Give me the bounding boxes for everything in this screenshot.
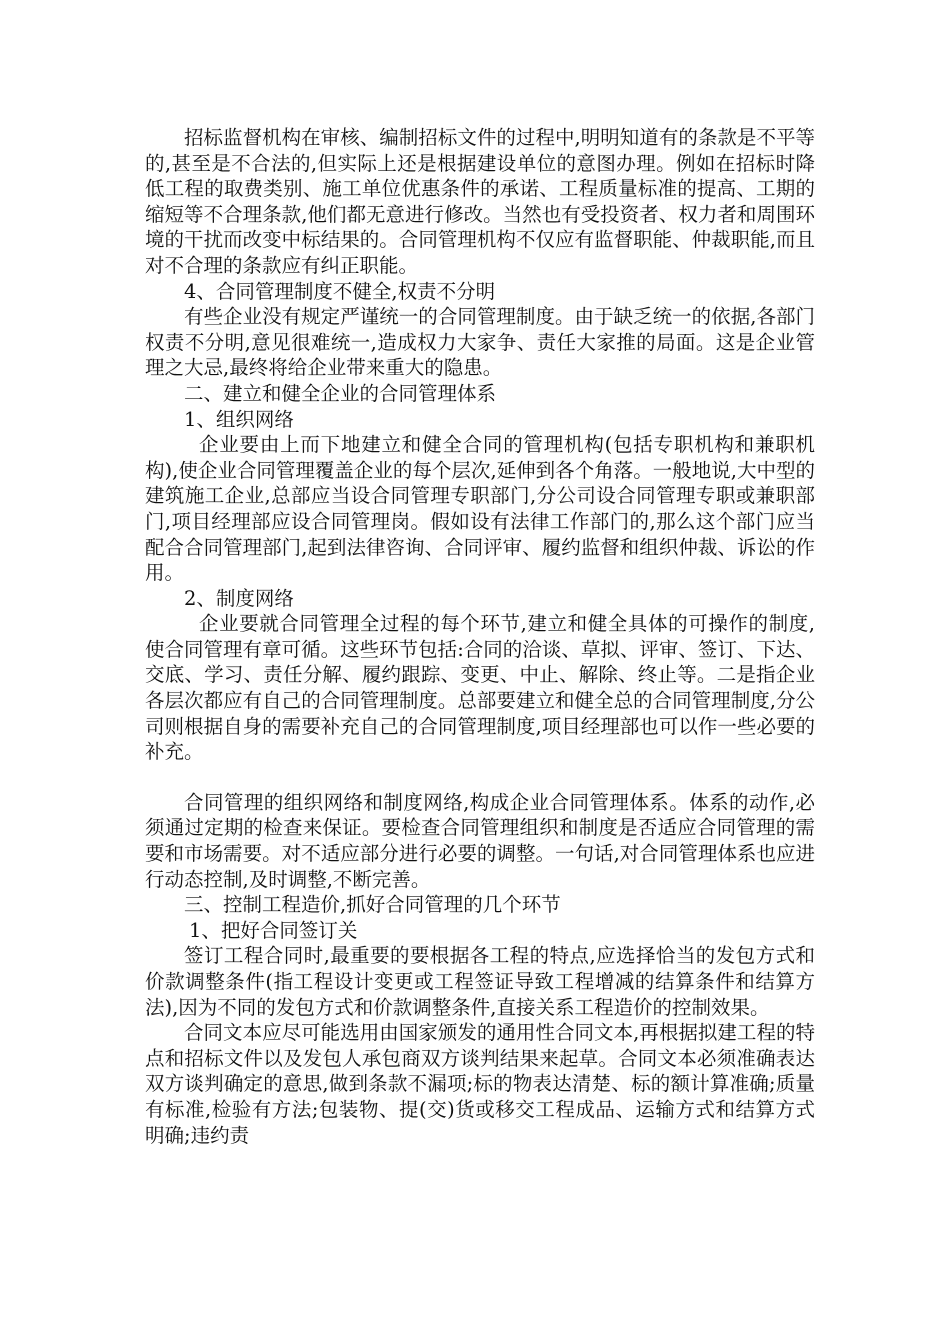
paragraph-no-unified-system: 有些企业没有规定严谨统一的合同管理制度。由于缺乏统一的依据,各部门权责不分明,意见很难统一,造成权力大家争、责任大家推的局面。这是企业管理之大忌,最终将给企业带来重大的隐患。: [145, 305, 815, 380]
paragraph-contract-signing: 签订工程合同时,最重要的要根据各工程的特点,应选择恰当的发包方式和价款调整条件(指工程设计变更或工程签证导致工程增减的结算条件和结算方法),因为不同的发包方式和价款调整条件,直接关系工程造价的控制效果。: [145, 944, 815, 1019]
section-heading-control-cost: 三、控制工程造价,抓好合同管理的几个环节: [184, 893, 561, 917]
paragraph-bidding-supervision: 招标监督机构在审核、编制招标文件的过程中,明明知道有的条款是不平等的,甚至是不合法的,但实际上还是根据建设单位的意图办理。例如在招标时降低工程的取费类别、施工单位优惠条件的承诺、工程质量标准的提高、工期的缩短等不合理条款,他们都无意进行修改。当然也有受投资者、权力者和周围环境的干扰而改变中标结果的。合同管理机构不仅应有监督职能、仲裁职能,而且对不合理的条款应有纠正职能。: [145, 126, 815, 277]
paragraph-contract-text: 合同文本应尽可能选用由国家颁发的通用性合同文本,再根据拟建工程的特点和招标文件以及发包人承包商双方谈判结果来起草。合同文本必须准确表达双方谈判确定的意思,做到条款不漏项;标的物表达清楚、标的额计算准确;质量有标准,检验有方法;包装物、提(交)货或移交工程成品、运输方式和结算方式明确;违约责: [145, 1021, 815, 1147]
section-heading-establish-system: 二、建立和健全企业的合同管理体系: [184, 381, 497, 405]
subheading-contract-signing: 1、把好合同签订关: [189, 918, 358, 942]
document-page: [145, 125, 815, 1148]
paragraph-gap: [145, 765, 815, 790]
subheading-system-network: 2、制度网络: [184, 586, 294, 610]
heading-contract-system-flaw: 4、合同管理制度不健全,权责不分明: [184, 279, 496, 303]
paragraph-management-system-summary: 合同管理的组织网络和制度网络,构成企业合同管理体系。体系的动作,必须通过定期的检查来保证。要检查合同管理组织和制度是否适应合同管理的需要和市场需要。对不适应部分进行必要的调整。一句话,对合同管理体系也应进行动态控制,及时调整,不断完善。: [145, 790, 815, 891]
paragraph-organization-network: 企业要由上而下地建立和健全合同的管理机构(包括专职机构和兼职机构),使企业合同管理覆盖企业的每个层次,延伸到各个角落。一般地说,大中型的建筑施工企业,总部应当设合同管理专职部门,分公司设合同管理专职或兼职部门,项目经理部应设合同管理岗。假如设有法律工作部门的,那么这个部门应当配合合同管理部门,起到法律咨询、合同评审、履约监督和组织仲裁、诉讼的作用。: [145, 433, 815, 585]
subheading-organization-network: 1、组织网络: [184, 407, 294, 431]
paragraph-system-network: 企业要就合同管理全过程的每个环节,建立和健全具体的可操作的制度,使合同管理有章可循。这些环节包括:合同的洽谈、草拟、评审、签订、下达、交底、学习、责任分解、履约跟踪、变更、中止、解除、终止等。二是指企业各层次都应有自己的合同管理制度。总部要建立和健全总的合同管理制度,分公司则根据自身的需要补充自己的合同管理制度,项目经理部也可以作一些必要的补充。: [145, 612, 815, 764]
